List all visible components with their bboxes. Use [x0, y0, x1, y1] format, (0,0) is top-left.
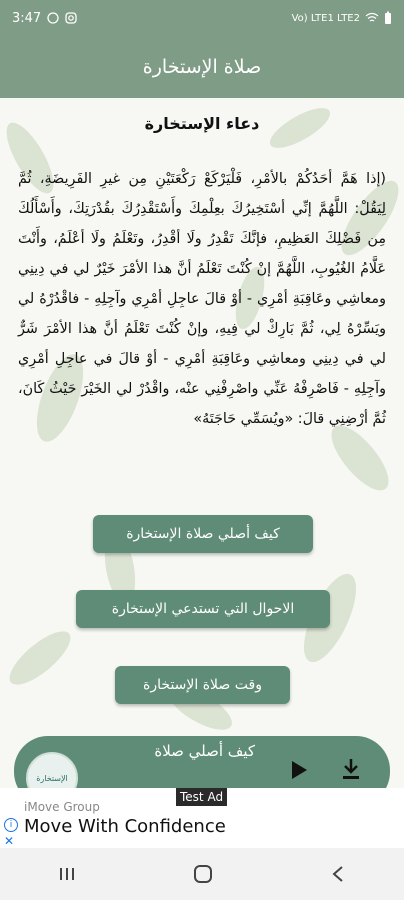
player-title: كيف أصلي صلاة [154, 742, 255, 760]
recents-icon[interactable] [58, 865, 76, 883]
player-thumb-text: الإستخارة [36, 773, 68, 783]
prayer-time-label: وقت صلاة الإستخارة [143, 677, 262, 693]
back-icon[interactable] [330, 865, 346, 883]
ad-label: Test Ad [176, 788, 227, 806]
signal-text: Vo) LTE1 LTE2 [291, 12, 360, 24]
instagram-icon [65, 12, 77, 24]
home-icon[interactable] [193, 864, 213, 884]
app-bar [0, 36, 404, 98]
how-to-pray-button[interactable] [93, 515, 313, 553]
battery-icon [384, 11, 392, 25]
whatsapp-icon [47, 12, 59, 24]
status-bar [0, 0, 404, 36]
info-icon[interactable]: i [4, 818, 18, 832]
situations-label: الاحوال التي تستدعي الإستخارة [111, 601, 295, 617]
app-title: صلاة الإستخارة [142, 56, 262, 78]
dua-heading: دعاء الإستخارة [144, 114, 260, 133]
prayer-time-button[interactable] [115, 666, 290, 704]
system-nav-bar [0, 848, 404, 900]
wifi-icon [365, 12, 379, 24]
download-icon[interactable] [342, 758, 360, 780]
main-content [0, 98, 404, 788]
dua-text: (إذا هَمَّ أحَدُكُمْ بالأمْرِ، فَلْيَرْكَعْ رَكْعَتَيْنِ مِن غيرِ الفَرِيضَةِ، ثُمَّ لِيَقُلْ: اللَّهُمَّ إنِّي أسْتَخِيرُكَ بعِلْمِكَ وأَسْتَقْدِرُكَ بقُدْرَتِكَ، وأَسْأَلُكَ مِن فَضْلِكَ العَظِيمِ، فإنَّكَ تَقْدِرُ ولَا أقْدِرُ، وتَعْلَمُ ولَا أعْلَمُ، وأَنْتَ عَلَّامُ الغُيُوبِ، اللَّهُمَّ إنْ كُنْتَ تَعْلَمُ أنَّ هذا الأمْرَ خَيْرٌ لي في دِينِي ومعاشِي وعَاقِبَةِ أمْرِي - أوْ قالَ عاجِلِ أمْرِي وآجِلِهِ - فاقْدُرْهُ لي ويَسِّرْهُ لِي، ثُمَّ بَارِكْ لي فِيهِ، وإنْ كُنْتَ تَعْلَمُ أنَّ هذا الأمْرَ شَرٌّ لي في دِينِي ومعاشِي وعَاقِبَةِ أمْرِي - أوْ قالَ في عاجِلِ أمْرِي وآجِلِهِ - فَاصْرِفْهُ عَنِّي واصْرِفْنِي عنْه، واقْدُرْ لي الخَيْرَ حَيْثُ كَانَ، ثُمَّ أرْضِنِي قالَ: «ويُسَمِّي حَاجَتَهُ» [18, 171, 386, 427]
how-to-pray-label: كيف أصلي صلاة الإستخارة [126, 526, 280, 542]
ad-advertiser: iMove Group [24, 800, 100, 814]
play-icon[interactable] [290, 760, 308, 780]
close-icon[interactable]: ✕ [4, 834, 15, 848]
audio-player [14, 736, 390, 788]
ad-headline[interactable]: Move With Confidence [24, 816, 226, 837]
player-thumbnail [26, 752, 78, 788]
situations-button[interactable] [76, 590, 330, 628]
status-time: 3:47 [12, 10, 42, 26]
